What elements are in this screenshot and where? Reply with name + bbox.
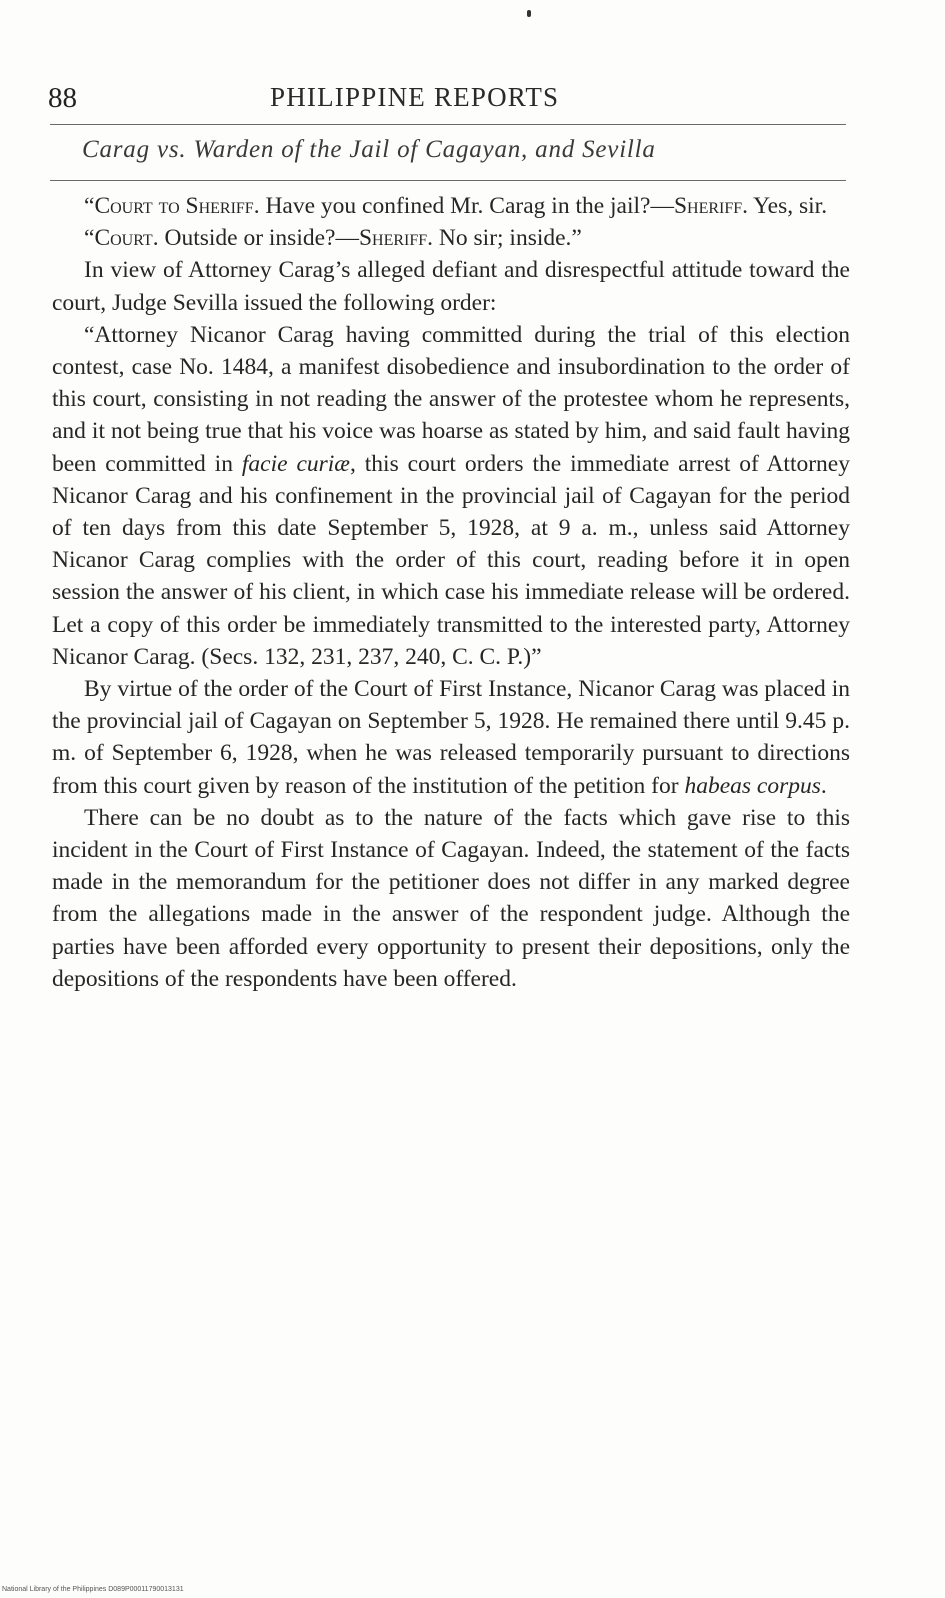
- quote-mark: “: [84, 193, 95, 219]
- speaker-court: Court.: [94, 225, 159, 252]
- running-title: PHILIPPINE REPORTS: [270, 82, 560, 112]
- narrative-text: .: [820, 772, 827, 799]
- page-number: 88: [48, 82, 77, 114]
- page-header: [48, 82, 848, 122]
- order-text: , this court orders the immediate arrest of Attorney Nicanor Carag and his confinement in the provincial jail of Cagayan for the period of ten days from this date September 5, 1928, at 9 a. m., unless said Attorney Nicanor Carag complies with the order of this court, reading before it in open session the answer of his client, in which case his immediate release will be ordered. Let a copy of this order be immediately transmitted to the interested party, Attorney Nicanor Carag. (Secs. 132, 231, 237, 240, C. C. P.)”: [52, 450, 850, 670]
- order-text: “Attorney Nicanor Carag having committed during the trial of this election contest, case No. 1484, a manifest disobedience and insubordination to the order of this court, consisting in not reading the answer of the protestee whom he represents, and it not being true that his voice was hoarse as stated by him, and said fault having been committed in: [52, 321, 850, 477]
- dialogue-text: Have you confined Mr. Carag in the jail?—: [259, 193, 674, 219]
- speaker-sheriff: Sheriff.: [673, 193, 749, 219]
- header-rule-top: [50, 124, 846, 125]
- paragraph-court-order: [52, 319, 850, 673]
- body-text: [52, 190, 850, 995]
- paragraph-order-intro: In view of Attorney Carag’s alleged defiant and disrespectful attitude toward the court, Judge Sevilla issued the following order:: [52, 257, 850, 316]
- speaker-court-to-sheriff: Court to Sheriff.: [94, 193, 260, 219]
- paragraph-confinement: [52, 673, 850, 802]
- archive-stamp: National Library of the Philippines D089P00011790013131: [2, 1586, 184, 1593]
- scan-speck: [527, 10, 531, 17]
- narrative-text: By virtue of the order of the Court of First Instance, Nicanor Carag was placed in the provincial jail of Cagayan on September 5, 1928. He remained there until 9.45 p. m. of September 6, 1928, when he was released temporarily pursuant to directions from this court given by reason of the institution of the petition for: [52, 676, 850, 799]
- latin-phrase: habeas corpus: [684, 772, 821, 799]
- quote-mark: “: [84, 225, 95, 252]
- dialogue-text: No sir; inside.”: [433, 225, 582, 252]
- dialogue-text: Outside or inside?—: [158, 225, 359, 252]
- case-caption: Carag vs. Warden of the Jail of Cagayan, and Sevilla: [82, 136, 656, 163]
- paragraph-court-outside-inside: [52, 222, 850, 254]
- paragraph-court-to-sheriff: [52, 190, 850, 222]
- speaker-sheriff: Sheriff.: [358, 225, 434, 252]
- paragraph-facts: There can be no doubt as to the nature of the facts which gave rise to this incident in the Court of First Instance of Cagayan. Indeed, the statement of the facts made in the memorandum for the petitioner does not differ in any marked degree from the allegations made in the answer of the respondent judge. Although the parties have been afforded every opportunity to present their depositions, only the depositions of the respondents have been offered.: [52, 804, 850, 992]
- dialogue-text: Yes, sir.: [748, 193, 828, 219]
- latin-phrase: facie curiæ: [241, 450, 350, 477]
- header-rule-bottom: [50, 180, 846, 181]
